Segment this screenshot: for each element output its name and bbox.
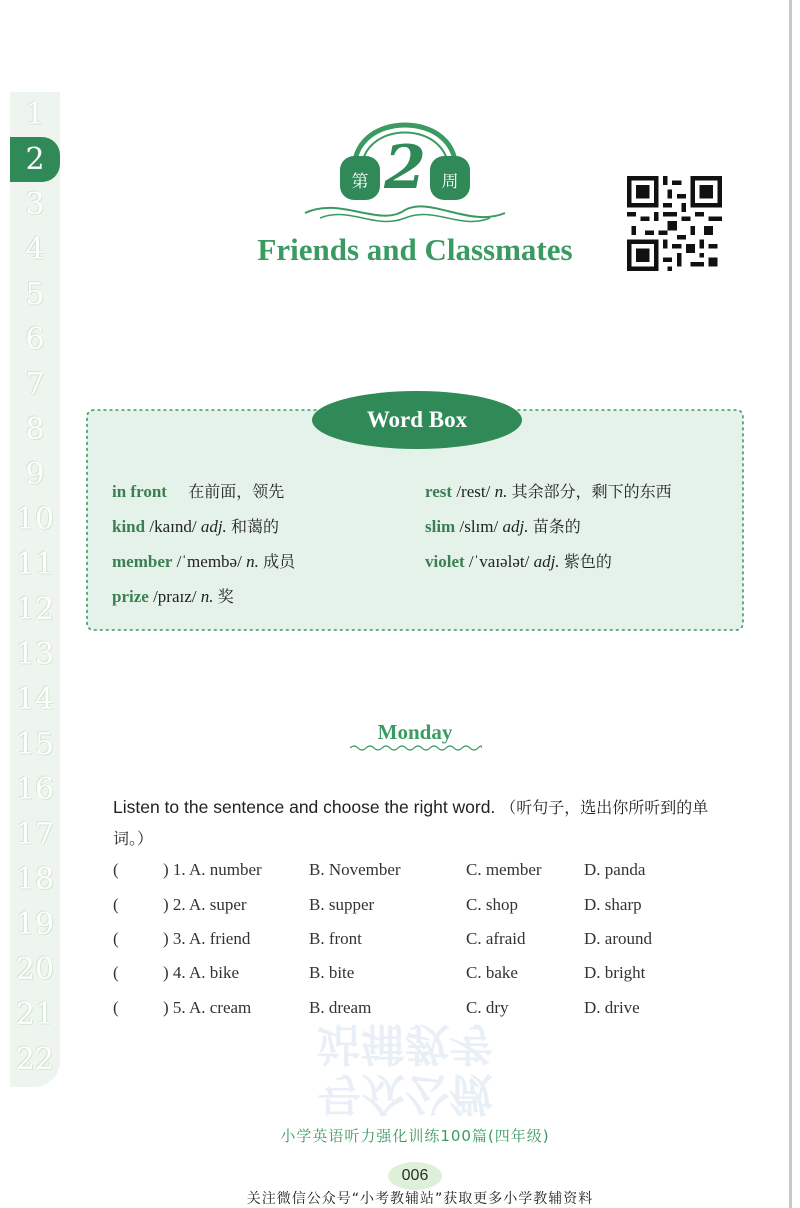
word-phonetic: /slɪm/ <box>459 517 499 536</box>
word-meaning: 苗条的 <box>532 517 581 536</box>
week-tab[interactable]: 13 <box>15 637 55 672</box>
option-b: B. dream <box>309 998 372 1017</box>
week-tab[interactable]: 15 <box>15 727 55 762</box>
word-meaning: 和蔼的 <box>231 517 280 536</box>
week-tab[interactable]: 16 <box>15 772 55 807</box>
word-term: slim <box>425 517 456 536</box>
week-tab[interactable]: 22 <box>15 1042 55 1077</box>
word-pos: n. <box>246 552 259 571</box>
page-title: Friends and Classmates <box>257 232 573 267</box>
answer-blank[interactable]: ( <box>113 963 119 982</box>
option-b: B. supper <box>309 895 375 914</box>
week-prefix: 第 <box>351 172 369 192</box>
page-number: 006 <box>388 1162 442 1190</box>
week-tab[interactable]: 9 <box>25 457 45 492</box>
word-pos: n. <box>200 587 214 606</box>
answer-blank[interactable]: ( <box>113 998 119 1017</box>
option-d: D. around <box>584 929 652 948</box>
option-c: C. member <box>466 860 542 879</box>
answer-blank[interactable]: ( <box>113 929 119 948</box>
week-tab[interactable]: 3 <box>25 187 45 222</box>
option-d: D. bright <box>584 963 646 982</box>
week-tab[interactable]: 8 <box>25 412 45 447</box>
watermark-logo: 号众公微 站辅教考 <box>317 1018 493 1119</box>
instruction-cn: （听句子，选出你所听到的单词。） <box>113 798 709 848</box>
question-row <box>0 929 800 959</box>
week-tab[interactable]: 11 <box>15 547 55 582</box>
question-row <box>0 895 800 925</box>
word-pos: adj. <box>502 517 529 536</box>
headphones-icon <box>300 88 510 233</box>
wave-underline <box>350 744 482 752</box>
word-pos: adj. <box>200 517 227 536</box>
word-meaning: 紫色的 <box>563 552 612 571</box>
option-d: D. drive <box>584 998 640 1017</box>
week-tab[interactable]: 17 <box>15 817 55 852</box>
book-title: 小学英语听力强化训练100篇(四年级) <box>280 1127 550 1145</box>
week-tab[interactable]: 1 <box>25 97 45 132</box>
word-meaning: 奖 <box>217 587 234 606</box>
word-term: violet <box>425 552 465 571</box>
word-meaning: 成员 <box>263 552 296 571</box>
week-tab[interactable]: 14 <box>15 682 55 717</box>
option-a: ) 4. A. bike <box>163 963 240 982</box>
option-a: ) 2. A. super <box>163 895 247 914</box>
word-term: kind <box>112 517 146 536</box>
word-meaning: 其余部分，剩下的东西 <box>511 482 672 501</box>
word-meaning: 在前面，领先 <box>188 482 285 501</box>
word-term: rest <box>425 482 453 501</box>
word-entry <box>112 549 295 572</box>
answer-blank[interactable]: ( <box>113 895 119 914</box>
week-tab[interactable]: 12 <box>15 592 55 627</box>
word-entry <box>425 514 581 537</box>
word-phonetic: /rest/ <box>456 482 491 501</box>
word-phonetic: /kaɪnd/ <box>149 517 197 536</box>
week-tab[interactable]: 6 <box>25 322 45 357</box>
word-term: prize <box>112 587 149 606</box>
exercise-instruction <box>113 792 723 854</box>
word-term: member <box>112 552 173 571</box>
option-c: C. afraid <box>466 929 526 948</box>
question-row <box>0 963 800 993</box>
footer-note: 关注微信公众号“小考教辅站”获取更多小学教辅资料 <box>246 1191 594 1207</box>
week-tab[interactable]: 21 <box>15 997 55 1032</box>
question-row <box>0 860 800 890</box>
answer-blank[interactable]: ( <box>113 860 119 879</box>
option-d: D. sharp <box>584 895 642 914</box>
word-pos: adj. <box>533 552 560 571</box>
week-number: 2 <box>384 133 426 203</box>
word-entry <box>425 549 612 572</box>
word-entry <box>112 584 234 607</box>
option-c: C. bake <box>466 963 518 982</box>
option-a: ) 1. A. number <box>163 860 262 879</box>
week-tab[interactable]: 18 <box>15 862 55 897</box>
word-phonetic: /ˈmembə/ <box>176 552 242 571</box>
word-entry <box>112 479 284 502</box>
week-tab[interactable]: 10 <box>15 502 55 537</box>
week-tab[interactable]: 20 <box>15 952 55 987</box>
option-b: B. November <box>309 860 401 879</box>
week-tab[interactable]: 4 <box>25 232 45 267</box>
qr-code-icon[interactable] <box>627 176 722 271</box>
week-suffix: 周 <box>441 172 459 192</box>
word-entry <box>112 514 279 537</box>
word-pos: n. <box>494 482 508 501</box>
option-c: C. shop <box>466 895 518 914</box>
week-tab-active[interactable]: 2 <box>10 137 60 182</box>
option-b: B. front <box>309 929 362 948</box>
instruction-en: Listen to the sentence and choose the right word. <box>113 797 496 817</box>
option-a: ) 3. A. friend <box>163 929 251 948</box>
week-tab[interactable]: 19 <box>15 907 55 942</box>
option-c: C. dry <box>466 998 509 1017</box>
week-tab[interactable]: 5 <box>25 277 45 312</box>
word-phonetic: /praɪz/ <box>153 587 197 606</box>
option-b: B. bite <box>309 963 355 982</box>
option-a: ) 5. A. cream <box>163 998 252 1017</box>
word-entry <box>425 479 672 502</box>
option-d: D. panda <box>584 860 646 879</box>
day-title: Monday <box>377 720 453 744</box>
word-phonetic: /ˈvaɪələt/ <box>468 552 530 571</box>
word-box-title: Word Box <box>312 391 522 449</box>
word-term: in front <box>112 482 167 501</box>
week-tab[interactable]: 7 <box>25 367 45 402</box>
